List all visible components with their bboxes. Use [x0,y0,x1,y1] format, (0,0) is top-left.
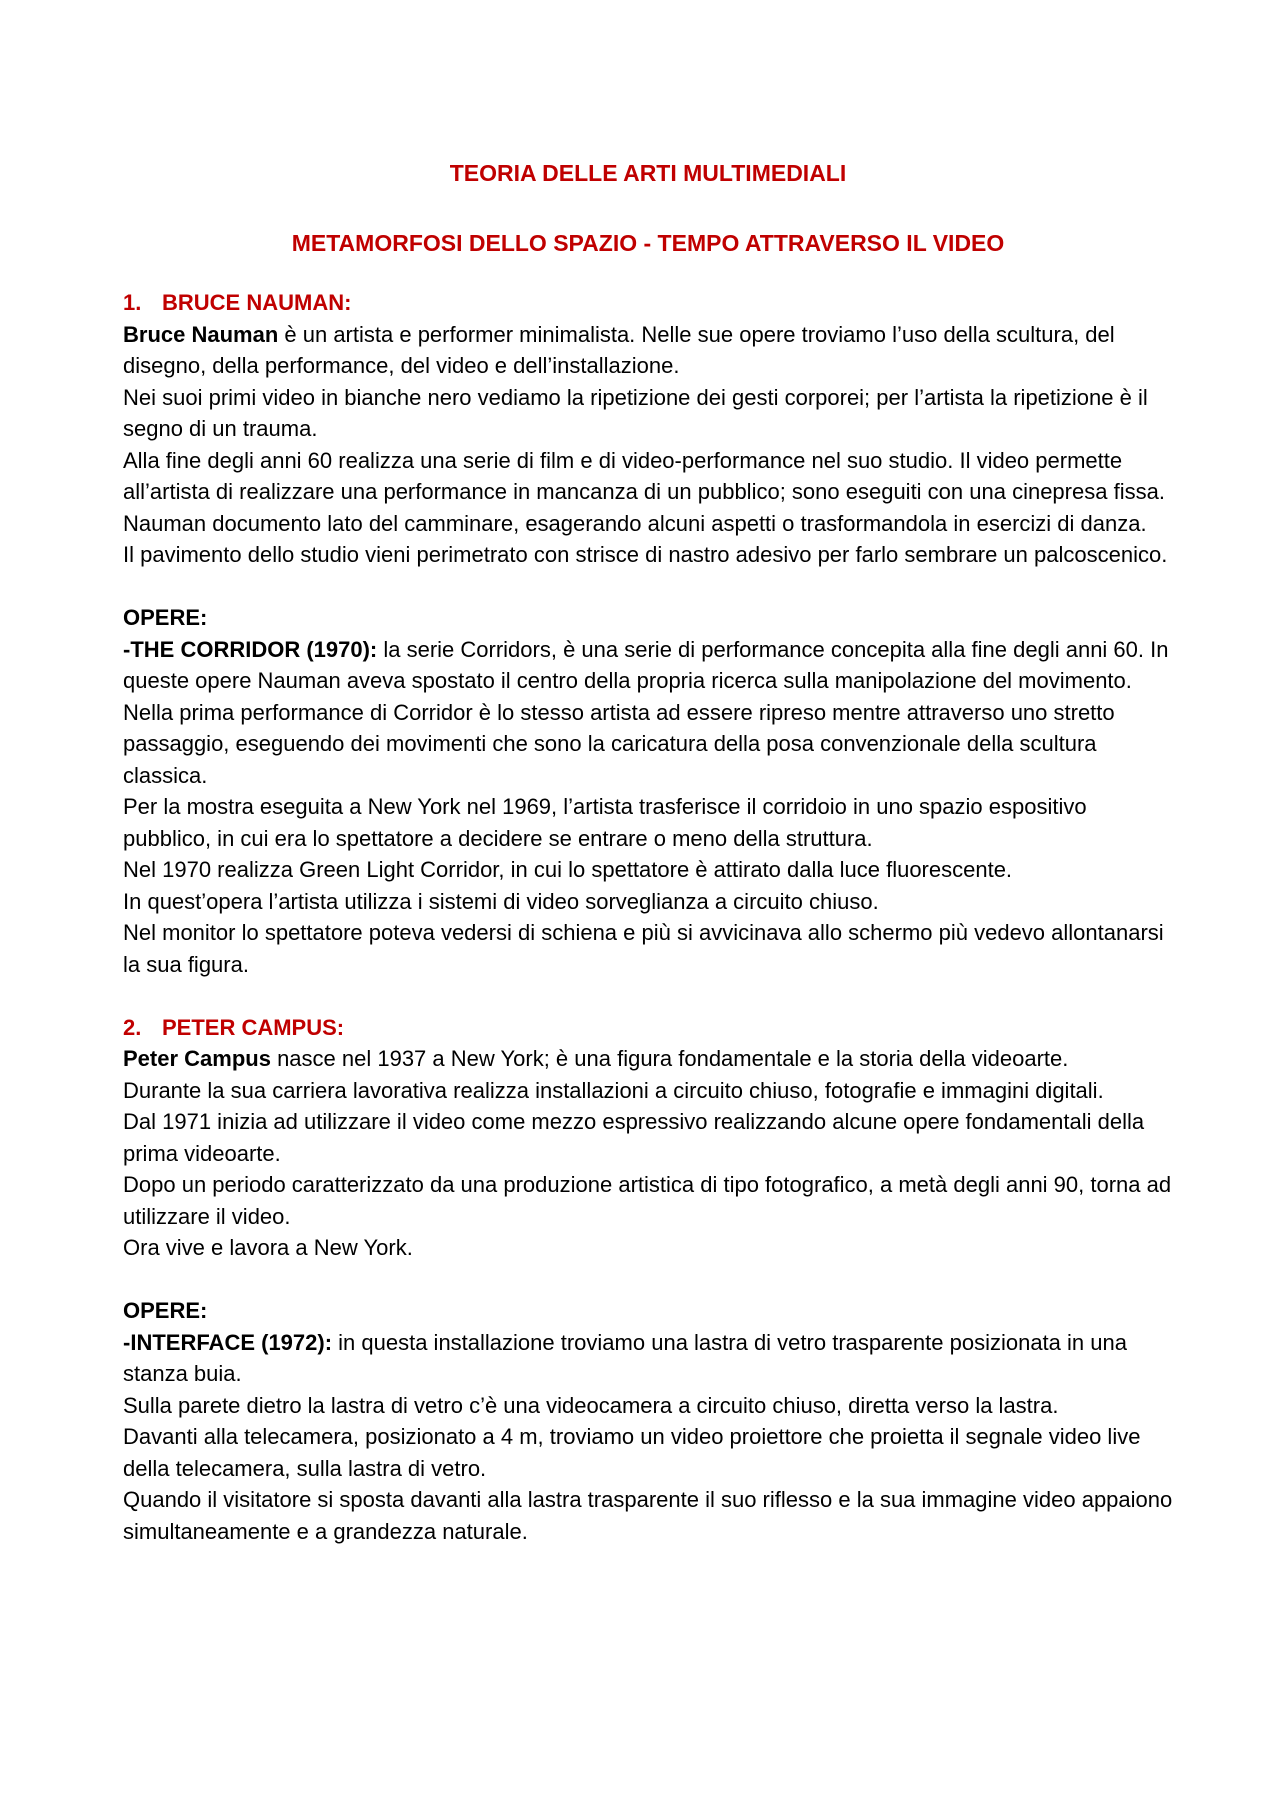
work-paragraph [123,634,1173,792]
paragraph: In quest’opera l’artista utilizza i sistemi di video sorveglianza a circuito chiuso. [123,888,879,914]
intro-text: è un artista e performer minimalista. Nelle sue opere troviamo l’uso della scultura, del disegno, della performance, del video e dell’installazione. [123,321,1115,378]
section-heading-text: PETER CAMPUS: [162,1014,345,1040]
document-subtitle: METAMORFOSI DELLO SPAZIO - TEMPO ATTRAVERSO IL VIDEO [291,229,1005,256]
paragraph: Davanti alla telecamera, posizionato a 4 m, troviamo un video proiettore che proietta il segnale video live della telecamera, sulla lastra di vetro. [123,1424,1141,1481]
section-heading [123,1012,1173,1044]
document-page [123,158,1173,1547]
section-bruce-nauman [123,287,1173,980]
section-number: 2. [123,1014,142,1040]
work-text: in questa installazione troviamo una lastra di vetro trasparente posizionata in una stanza buia. [123,1329,1127,1386]
paragraph: Dal 1971 inizia ad utilizzare il video come mezzo espressivo realizzando alcune opere fondamentali della prima videoarte. [123,1109,1145,1166]
intro-paragraph [123,1043,1173,1075]
paragraph: Durante la sua carriera lavorativa realizza installazioni a circuito chiuso, fotografie e immagini digitali. [123,1077,1104,1103]
works-label: OPERE: [123,605,208,630]
intro-paragraph [123,319,1173,382]
paragraph: Nel 1970 realizza Green Light Corridor, in cui lo spettatore è attirato dalla luce fluorescente. [123,857,1013,882]
section-heading-text: BRUCE NAUMAN: [162,290,352,315]
intro-text: nasce nel 1937 a New York; è una figura fondamentale e la storia della videoarte. [270,1046,1069,1071]
section-heading [123,287,1173,319]
paragraph: Quando il visitatore si sposta davanti alla lastra trasparente il suo riflesso e la sua immagine video appaiono simultaneamente e a grandezza naturale. [123,1487,1173,1544]
paragraph: Il pavimento dello studio vieni perimetrato con strisce di nastro adesivo per farlo sembrare un palcoscenico. [123,542,1168,567]
paragraph: Nei suoi primi video in bianche nero vediamo la ripetizione dei gesti corporei; per l’artista la ripetizione è il segno di un trauma. [123,384,1148,441]
work-paragraph [123,1327,1173,1390]
spacer [123,571,1173,603]
paragraph: Nel monitor lo spettatore poteva vedersi di schiena e più si avvicinava allo schermo più vedevo allontanarsi la sua figura. [123,920,1164,977]
paragraph: Alla fine degli anni 60 realizza una serie di film e di video-performance nel suo studio. Il video permette all’artista di realizzare una performance in mancanza di un pubblico; sono eseguiti con una cinepresa fissa. [123,447,1165,504]
work-text: la serie Corridors, è una serie di performance concepita alla fine degli anni 60. In queste opere Nauman aveva spostato il centro della propria ricerca sulla manipolazione del movimento. Nella prima performance di Corridor è lo stesso artista ad essere ripreso mentre attraverso uno stretto passaggio, eseguendo dei movimenti che sono la caricatura della posa convenzionale della scultura classica. [123,636,1169,788]
artist-name: Bruce Nauman [123,321,279,347]
section-number: 1. [123,290,142,315]
paragraph: Per la mostra eseguita a New York nel 1969, l’artista trasferisce il corridoio in uno spazio espositivo pubblico, in cui era lo spettatore a decidere se entrare o meno della struttura. [123,794,1087,851]
paragraph: Dopo un periodo caratterizzato da una produzione artistica di tipo fotografico, a metà degli anni 90, torna ad utilizzare il video. [123,1172,1172,1229]
works-label: OPERE: [123,1298,208,1323]
work-title: -THE CORRIDOR (1970): [123,636,378,662]
spacer [123,980,1173,1012]
artist-name: Peter Campus [123,1046,271,1071]
paragraph: Ora vive e lavora a New York. [123,1235,413,1260]
paragraph: Sulla parete dietro la lastra di vetro c’è una videocamera a circuito chiuso, diretta verso la lastra. [123,1392,1059,1418]
work-title: -INTERFACE (1972): [123,1329,333,1355]
spacer [123,1264,1173,1296]
paragraph: Nauman documento lato del camminare, esagerando alcuni aspetti o trasformandola in esercizi di danza. [123,510,1147,536]
section-peter-campus [123,1012,1173,1548]
document-title: TEORIA DELLE ARTI MULTIMEDIALI [449,160,847,186]
